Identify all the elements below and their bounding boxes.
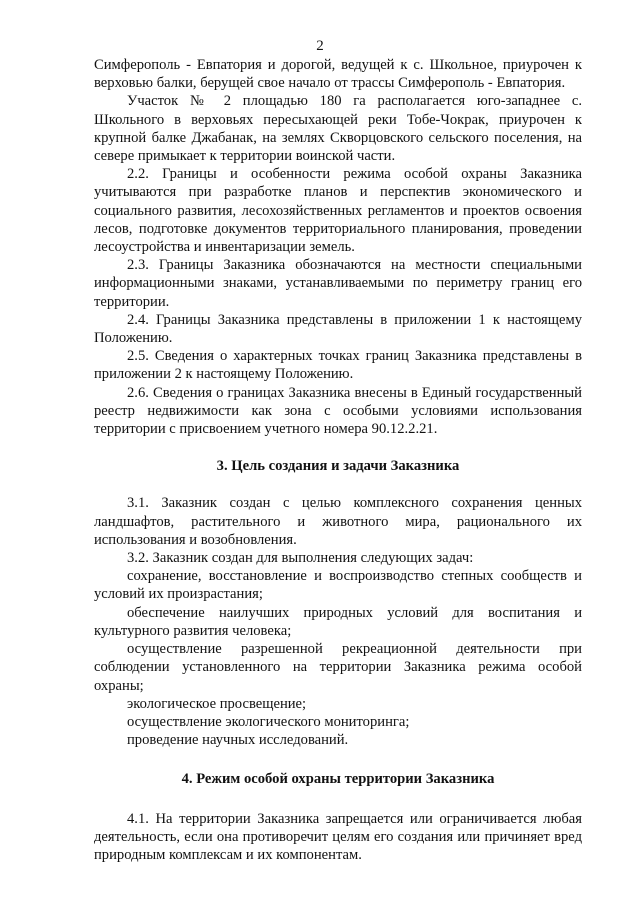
document-body bbox=[94, 56, 582, 864]
task-item: обеспечение наилучших природных условий для воспитания и культурного развития человека; bbox=[94, 604, 582, 639]
paragraph-2-2: 2.2. Границы и особенности режима особой охраны Заказника учитываются при разработке планов и перспектив экономического и социального развития, лесохозяйственных регламентов и проектов освоения лесов, подготовке документов территориального планирования, проведении лесоустройства и инвентаризации земель. bbox=[94, 166, 582, 256]
task-item: сохранение, восстановление и воспроизводство степных сообществ и условий их произрастания; bbox=[94, 568, 582, 603]
task-item: осуществление экологического мониторинга; bbox=[127, 713, 410, 730]
section-3-heading: 3. Цель создания и задачи Заказника bbox=[216, 458, 460, 475]
paragraph-4-1: 4.1. На территории Заказника запрещается или ограничивается любая деятельность, если она противоречит целям его создания или причиняет вред природным комплексам и их компонентам. bbox=[94, 810, 582, 863]
page-number: 2 bbox=[316, 38, 324, 54]
paragraph-2-6: 2.6. Сведения о границах Заказника внесены в Единый государственный реестр недвижимости как зона с особыми условиями использования территории с присвоением учетного номера 90.12.2.21. bbox=[94, 384, 582, 438]
paragraph-2-5: 2.5. Сведения о характерных точках границ Заказника представлены в приложении 2 к настоящему Положению. bbox=[94, 348, 582, 383]
paragraph-2-4: 2.4. Границы Заказника представлены в приложении 1 к настоящему Положению. bbox=[94, 311, 582, 347]
paragraph-intro: Симферополь - Евпатория и дорогой, ведущей к с. Школьное, приурочен к верховью балки, берущей свое начало от трассы Симферополь - Евпатория. bbox=[94, 57, 582, 92]
task-item: экологическое просвещение; bbox=[127, 695, 307, 712]
task-item: проведение научных исследований. bbox=[127, 732, 349, 749]
paragraph-2-3: 2.3. Границы Заказника обозначаются на местности специальными информационными знаками, устанавливаемыми по периметру границ его территории. bbox=[94, 257, 582, 310]
paragraph-3-1: 3.1. Заказник создан с целью комплексного сохранения ценных ландшафтов, растительного и животного мира, рационального их использования и возобновления. bbox=[94, 495, 582, 548]
paragraph-area-2: Участок № 2 площадью 180 га располагается юго-западнее с. Школьного в верховьях пересыхающей реки Тобе-Чокрак, приурочен к крупной балке Джабанак, на землях Скворцовского сельского поселения, на севере примыкает к территории воинской части. bbox=[94, 93, 582, 165]
paragraph-3-2: 3.2. Заказник создан для выполнения следующих задач: bbox=[127, 550, 474, 567]
section-4-heading: 4. Режим особой охраны территории Заказника bbox=[181, 771, 495, 788]
task-item: осуществление разрешенной рекреационной деятельности при соблюдении установленного на территории Заказника режима особой охраны; bbox=[94, 641, 582, 694]
